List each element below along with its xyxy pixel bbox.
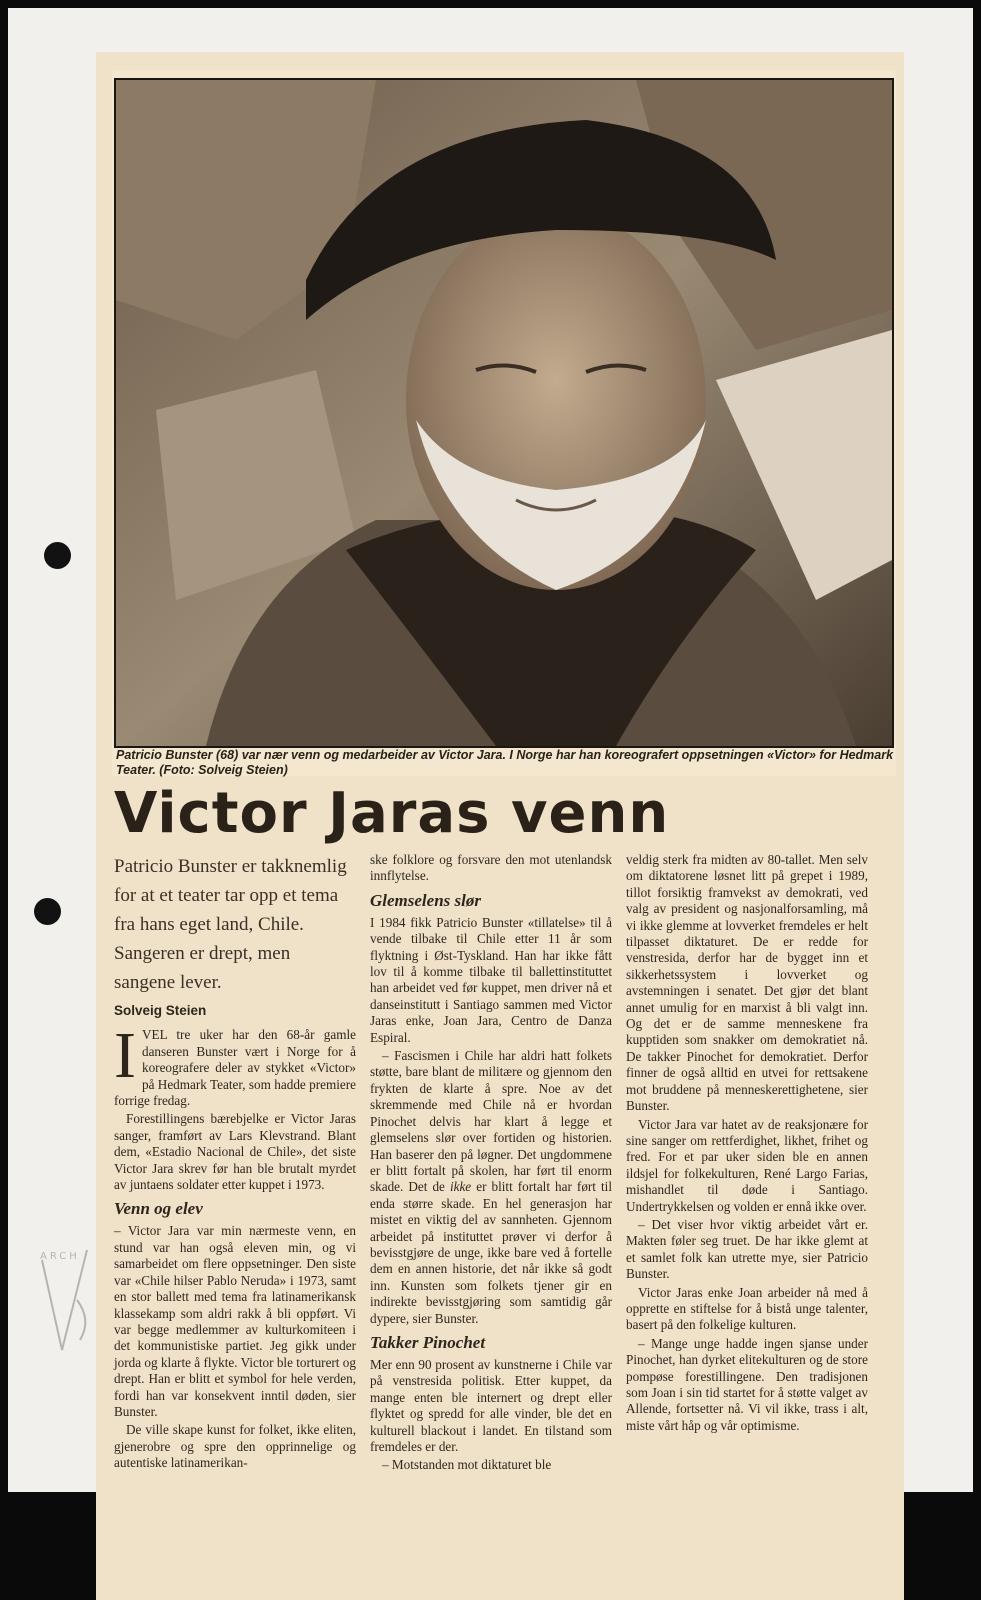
paragraph: Mer enn 90 prosent av kunstnerne i Chile var på venstresida politisk. Etter kuppet, da mange enten ble internert og drept eller flyktet og spredd for alle vinder, ble det en kulturell blackout i landet. En tilstand som fremdeles er der. (370, 1356, 612, 1454)
subheading: Takker Pinochet (370, 1332, 486, 1352)
punch-hole-top (44, 542, 71, 569)
newspaper-clipping (96, 52, 904, 1600)
archive-watermark-text: ARCH (40, 1251, 80, 1262)
drop-cap: I (114, 1019, 136, 1093)
paragraph: Victor Jara var hatet av de reaksjonære for sine sanger om rettferdighet, likhet, frihet og fred. For et par uker siden ble en annen ildsjel for folkekulturen, René Largo Farias, mishandlet til døde i Santiago. Undertrykkelsen og volden er ennå ikke over. (626, 1116, 868, 1214)
paragraph: I 1984 fikk Patricio Bunster «tillatelse» til å vende tilbake til Chile etter 11 år som flyktning i Øst-Tyskland. Han har ikke fått lov til å komme tilbake til ballettinstituttet han arbeidet ved før kuppet, men driver nå et danseinstitutt i Santiago sammen med Victor Jaras enke, Joan Jara, Centro de Danza Espiral. (370, 914, 612, 1045)
photo-caption: Patricio Bunster (68) var nær venn og medarbeider av Victor Jara. I Norge har han koreografert oppsetningen «Victor» for Hedmark Teater. (Foto: Solveig Steien) (116, 748, 894, 777)
paragraph: Victor Jaras enke Joan arbeider nå med å opprette en stiftelse for å bistå unge talenter, basert på den folkelige kulturen. (626, 1284, 868, 1333)
paragraph: – Victor Jara var min nærmeste venn, en stund var han også eleven min, og vi samarbeidet om flere oppsetninger. Den siste var «Chile hilser Pablo Neruda» i 1973, samt en stor ballett med tema fra latinamerikansk klassekamp som aldri rakk å bli oppført. Vi var begge medlemmer av kulturkomiteen i det kommunistiske partiet. Jeg gikk under jorda og klarte å flykte. Victor ble torturert og drept. Han er blitt et symbol for hele verden, fordi han var konsekvent inntil døden, sier Bunster. (114, 1223, 356, 1419)
paragraph-text: VEL tre uker har den 68-år gamle danseren Bunster vært i Norge for å koreografere deler av stykket «Victor» på Hedmark Teater, som hadde premiere forrige fredag. (114, 1027, 356, 1109)
portrait-photo (114, 78, 894, 748)
column-2 (370, 852, 612, 1476)
archive-watermark-logo (32, 1240, 102, 1380)
subheading: Glemselens slør (370, 890, 481, 910)
paragraph: veldig sterk fra midten av 80-tallet. Men selv om diktatorene løsnet litt på grepet i 1989, tillot forsiktig framvekst av demokrati, ved valg av president og nasjonalforsamling, må vi ikke glemme at lovverket fremdeles er helt tilpasset diktaturet. De er redde for venstresida, derfor har de bygget inn et sikkerhetssystem i lovverket og avstemningen i senatet. Det gjør det blant annet umulig for en marxist å bli valgt inn. Og det er de samme menneskene fra kupptiden som snakker om demokratiet nå. De takker Pinochet for demokratiet. Derfor finner de også alltid en utvei for rettsakene mot bruddene på menneskerettighetene, sier Bunster. (626, 852, 868, 1114)
paragraph: De ville skape kunst for folket, ikke eliten, gjenerobre og spre den opprinnelige og autentiske latinamerikan- (114, 1422, 356, 1471)
paragraph: – Motstanden mot diktaturet ble (382, 1457, 552, 1473)
paragraph-text: – Fascismen i Chile har aldri hatt folkets støtte, bare blant de militære og gjennom den frykten de klarte å spre. Noe av det skremmende med Chile nå er hvordan Pinochet delvis har klart å legge et glemselens slør over fortiden og historien. Han baserer den på løgner. Det ungdommene er blitt fortalt på skolen, har ført til enorm skade. Det de (370, 1048, 612, 1195)
headline: Victor Jaras venn (114, 781, 670, 846)
paragraph (114, 1019, 356, 1109)
paragraph: ske folklore og forsvare den mot utenlandsk innflytelse. (370, 852, 612, 884)
paragraph (370, 1048, 612, 1327)
lead-text: Patricio Bunster er takknemlig for at et teater tar opp et tema fra hans eget land, Chile. Sangeren er drept, men sangene lever. (114, 856, 347, 993)
paragraph: – Mange unge hadde ingen sjanse under Pinochet, han dyrket elitekulturen og de store pompøse forestillingene. Den tradisjonen som Joan i sin tid startet for å støtte valget av Allende, fortsetter nå. Vi vil ikke, trass i alt, miste vårt håp og vår optimisme. (626, 1335, 868, 1433)
column-1 (114, 852, 356, 1474)
byline: Solveig Steien (114, 1003, 207, 1018)
paragraph-text: er blitt fortalt har ført til enda større skade. En hel generasjon har mistet en viktig del av sannheten. Gjennom arbeidet på instituttet prøver vi derfor å bevisstgjøre de unge, ikke bare ved å fortelle dem en annen historie, det når ikke så godt inn. Kunsten som folkets tjener gir en indirekte bevisstgjøring som samtidig går dypere, sier Bunster. (370, 1179, 613, 1326)
newspaper-clipping-lower (96, 1492, 904, 1600)
paragraph: Forestillingens bærebjelke er Victor Jaras sanger, framført av Lars Klevstrand. Blant dem, «Estadio Nacional de Chile», det siste Victor Jara skrev før han ble brutalt myrdet av juntaens soldater etter kuppet i 1973. (114, 1111, 356, 1193)
subheading: Venn og elev (114, 1199, 203, 1219)
portrait-image (116, 80, 892, 746)
emphasis: ikke (449, 1179, 472, 1195)
column-3 (626, 852, 868, 1436)
paragraph: – Det viser hvor viktig arbeidet vårt er. Makten føler seg truet. De har ikke glemt at et samlet folk kan utrette mye, sier Patricio Bunster. (626, 1216, 868, 1282)
punch-hole-bottom (34, 898, 61, 925)
